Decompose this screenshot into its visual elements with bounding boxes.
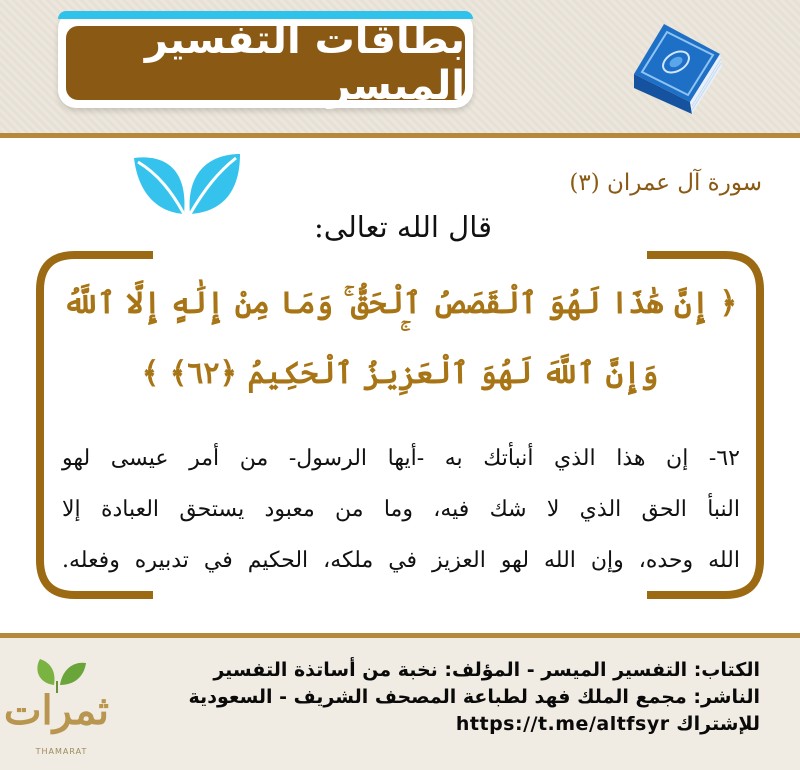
logo-word: ثمرات (3, 687, 109, 734)
title-banner (58, 11, 473, 108)
subscribe-link[interactable]: https://t.me/altfsyr (455, 713, 670, 735)
footer-info (189, 657, 760, 738)
verse-line-2: وَإِنَّ ٱللَّهَ لَهُوَ ٱلْعَزِيزُ ٱلْحَكِيمُ ﴿٦٢﴾ ﴾ (141, 356, 659, 391)
subscribe-label: للإشتراك (676, 713, 760, 735)
logo-subtitle: THAMARAT (35, 747, 88, 756)
publisher-line: الناشر: مجمع الملك فهد لطباعة المصحف الشريف - السعودية (188, 686, 760, 708)
tafsir-line: ٦٢- إن هذا الذي أنبأتك به -أيها الرسول- من أمر عيسى لهو (62, 446, 740, 471)
surah-name: سورة آل عمران (٣) (569, 170, 762, 196)
tafsir-text (62, 433, 740, 586)
tafsir-line: الله وحده، وإن الله لهو العزيز في ملكه، الحكيم في تدبيره وفعله. (62, 548, 740, 573)
page-title: بطاقات التفسير الميسر (144, 17, 465, 109)
tafsir-line: النبأ الحق الذي لا شك فيه، وما من معبود يستحق العبادة إلا (62, 497, 740, 522)
intro-text: قال الله تعالى: (314, 210, 492, 244)
book-line: الكتاب: التفسير الميسر - المؤلف: نخبة من أساتذة التفسير (213, 659, 760, 681)
subscribe-line (189, 711, 760, 738)
leaf-icon (130, 152, 242, 217)
quran-book-icon (612, 2, 732, 122)
thamarat-logo (3, 655, 109, 760)
verse-line-1: ﴿ إِنَّ هَٰذَا لَهُوَ ٱلْقَصَصُ ٱلْحَقُّ ۚ وَمَا مِنْ إِلَٰهٍ إِلَّا ٱللَّهُ (62, 286, 738, 321)
